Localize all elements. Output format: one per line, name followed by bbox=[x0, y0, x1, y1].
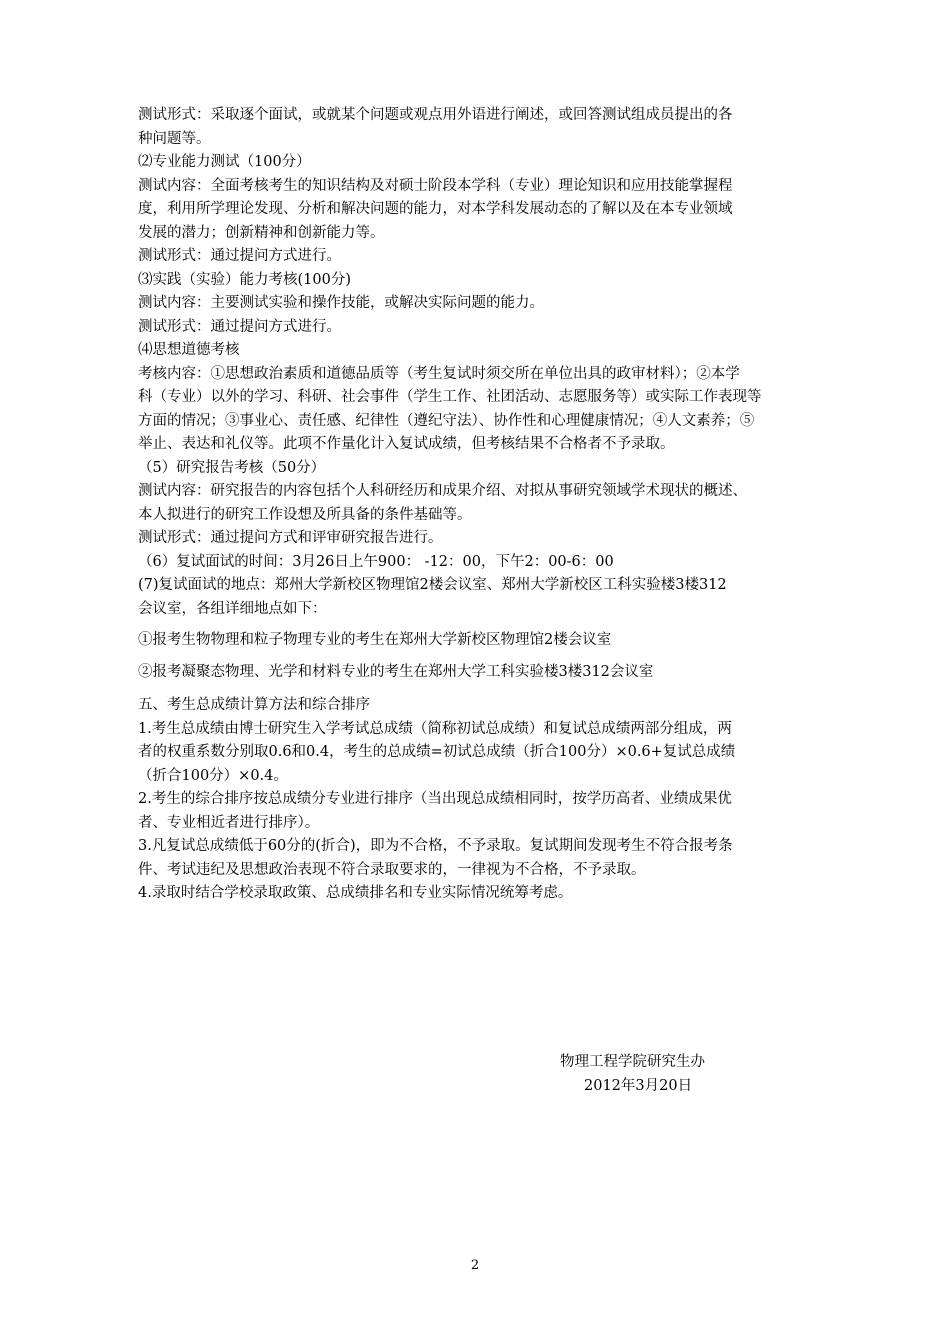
text-line: 件、考试违纪及思想政治表现不符合录取要求的，一律视为不合格，不予录取。 bbox=[138, 861, 646, 878]
text-line: 科（专业）以外的学习、科研、社会事件（学生工作、社团活动、志愿服务等）或实际工作表现等 bbox=[138, 389, 762, 405]
section-heading: 五、考生总成绩计算方法和综合排序 bbox=[138, 697, 370, 713]
text-line: （折合100分）×0.4。 bbox=[138, 767, 288, 784]
page-number: 2 bbox=[470, 1258, 480, 1273]
section-heading: ⑷思想道德考核 bbox=[138, 342, 240, 358]
text-line: 1.考生总成绩由博士研究生入学考试总成绩（简称初试总成绩）和复试总成绩两部分组成，两 bbox=[138, 720, 732, 737]
text-line: (7)复试面试的地点：郑州大学新校区物理馆2楼会议室、郑州大学新校区工科实验楼3楼312 bbox=[138, 577, 727, 593]
text-line: 测试内容：全面考核考生的知识结构及对硕士阶段本学科（专业）理论知识和应用技能掌握程 bbox=[138, 177, 733, 194]
text-line: 测试内容：主要测试实验和操作技能，或解决实际问题的能力。 bbox=[138, 295, 544, 311]
text-line: 发展的潜力；创新精神和创新能力等。 bbox=[138, 224, 385, 241]
text-line: 度，利用所学理论发现、分析和解决问题的能力，对本学科发展动态的了解以及在本专业领域 bbox=[138, 201, 733, 217]
text-line: （6）复试面试的时间：3月26日上午900： -12：00，下午2：00-6：00 bbox=[138, 553, 614, 570]
text-line: 测试形式：通过提问方式进行。 bbox=[138, 318, 341, 335]
text-line: 方面的情况；③事业心、责任感、纪律性（遵纪守法）、协作性和心理健康情况；④人文素养；⑤ bbox=[138, 412, 755, 429]
signature-date: 2012年3月20日 bbox=[584, 1078, 693, 1094]
text-line: 测试形式：通过提问方式和评审研究报告进行。 bbox=[138, 530, 443, 546]
text-line: 测试形式：通过提问方式进行。 bbox=[138, 248, 341, 264]
text-line: 者的权重系数分别取0.6和0.4，考生的总成绩=初试总成绩（折合100分）×0.6+复试总成绩 bbox=[138, 744, 736, 760]
text-line: 测试内容：研究报告的内容包括个人科研经历和成果介绍、对拟从事研究领域学术现状的概述、 bbox=[138, 483, 747, 499]
text-line: 者、专业相近者进行排序）。 bbox=[138, 814, 320, 831]
text-line: 测试形式：采取逐个面试，或就某个问题或观点用外语进行阐述，或回答测试组成员提出的各 bbox=[138, 107, 733, 123]
section-heading: ⑵专业能力测试（100分） bbox=[138, 154, 311, 170]
document-body bbox=[138, 104, 818, 906]
signature-block bbox=[560, 1050, 780, 1098]
text-line: 考核内容：①思想政治素质和道德品质等（考生复试时须交所在单位出具的政审材料）；②本学 bbox=[138, 365, 740, 382]
text-line: 种问题等。 bbox=[138, 130, 211, 147]
text-line: 4.录取时结合学校录取政策、总成绩排名和专业实际情况统筹考虑。 bbox=[138, 885, 573, 901]
section-heading: （5）研究报告考核（50分） bbox=[138, 459, 326, 476]
text-line: 3.凡复试总成绩低于60分的(折合)，即为不合格，不予录取。复试期间发现考生不符合报考条 bbox=[138, 838, 733, 854]
text-line: 2.考生的综合排序按总成绩分专业进行排序（当出现总成绩相同时，按学历高者、业绩成果优 bbox=[138, 791, 732, 807]
text-line: 会议室，各组详细地点如下： bbox=[138, 600, 327, 617]
location-item: ②报考凝聚态物理、光学和材料专业的考生在郑州大学工科实验楼3楼312会议室 bbox=[138, 663, 654, 680]
text-line: 本人拟进行的研究工作设想及所具备的条件基础等。 bbox=[138, 506, 472, 523]
text-line: 举止、表达和礼仪等。此项不作量化计入复试成绩，但考核结果不合格者不予录取。 bbox=[138, 436, 675, 452]
location-item: ①报考生物物理和粒子物理专业的考生在郑州大学新校区物理馆2楼会议室 bbox=[138, 632, 612, 648]
section-heading: ⑶实践（实验）能力考核(100分) bbox=[138, 271, 351, 288]
signature-org: 物理工程学院研究生办 bbox=[560, 1054, 705, 1070]
